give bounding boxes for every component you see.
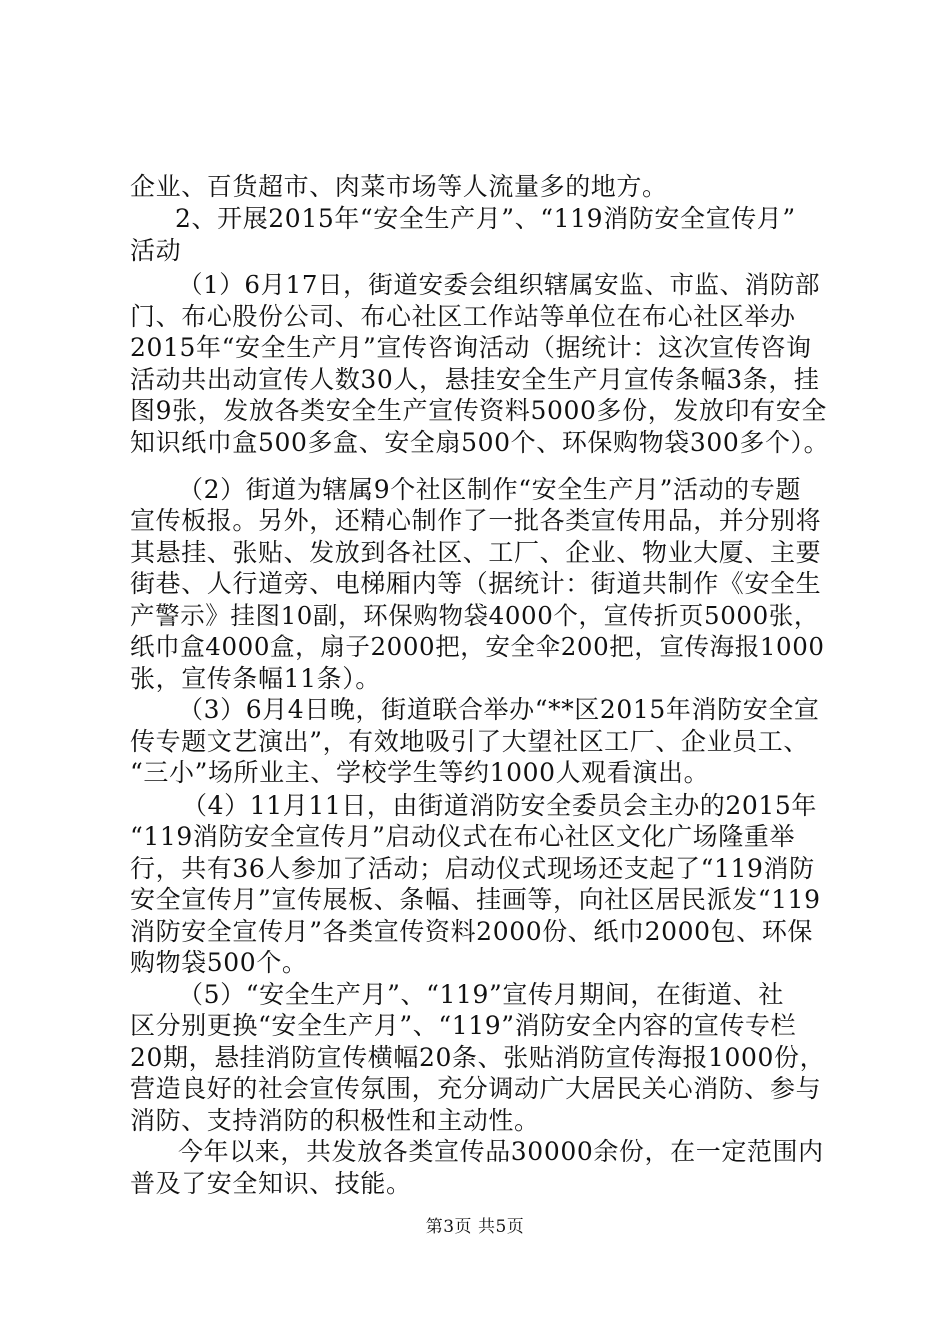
section-heading: 2、开展2015年“安全生产月”、“119消防安全宣传月” <box>175 204 796 233</box>
text-line: 活动共出动宣传人数30人，悬挂安全生产月宣传条幅3条，挂 <box>130 365 820 394</box>
text-line: 图9张，发放各类安全生产宣传资料5000多份，发放印有安全 <box>130 396 827 425</box>
text-line: 产警示》挂图10副，环保购物袋4000个，宣传折页5000张， <box>130 601 819 630</box>
text-line: 街巷、人行道旁、电梯厢内等（据统计：街道共制作《安全生 <box>130 569 822 598</box>
text-line: （1）6月17日，街道安委会组织辖属安监、市监、消防部 <box>178 270 821 299</box>
page-number-footer: 第3页 共5页 <box>425 1217 525 1237</box>
text-line: 其悬挂、张贴、发放到各社区、工厂、企业、物业大厦、主要 <box>130 538 822 567</box>
text-line: （2）街道为辖属9个社区制作“安全生产月”活动的专题 <box>178 475 801 504</box>
text-line: （4）11月11日，由街道消防安全委员会主办的2015年 <box>182 791 817 820</box>
text-line: 张，宣传条幅11条）。 <box>130 664 381 693</box>
text-line: 宣传板报。另外，还精心制作了一批各类宣传用品，并分别将 <box>130 506 822 535</box>
text-line: 安全宣传月”宣传展板、条幅、挂画等，向社区居民派发“119 <box>130 885 821 914</box>
text-line: 消防、支持消防的积极性和主动性。 <box>130 1106 540 1135</box>
text-line: 20期，悬挂消防宣传横幅20条、张贴消防宣传海报1000份， <box>130 1043 826 1072</box>
text-line: 购物袋500个。 <box>130 948 308 977</box>
text-line: 纸巾盒4000盒，扇子2000把，安全伞200把，宣传海报1000 <box>130 632 825 661</box>
text-line: 门、布心股份公司、布心社区工作站等单位在布心社区举办 <box>130 302 796 331</box>
text-line: “119消防安全宣传月”启动仪式在布心社区文化广场隆重举 <box>130 822 796 851</box>
text-line: “三小”场所业主、学校学生等约1000人观看演出。 <box>130 758 710 787</box>
text-line: 2015年“安全生产月”宣传咨询活动（据统计：这次宣传咨询 <box>130 333 812 362</box>
text-line: （5）“安全生产月”、“119”宣传月期间，在街道、社 <box>178 980 784 1009</box>
section-heading-cont: 活动 <box>130 236 182 265</box>
text-line: 企业、百货超市、肉菜市场等人流量多的地方。 <box>130 172 668 201</box>
text-line: 行，共有36人参加了活动；启动仪式现场还支起了“119消防 <box>130 854 815 883</box>
text-line: 营造良好的社会宣传氛围，充分调动广大居民关心消防、参与 <box>130 1074 822 1103</box>
text-line: 消防安全宣传月”各类宣传资料2000份、纸巾2000包、环保 <box>130 917 814 946</box>
text-line: 普及了安全知识、技能。 <box>130 1169 412 1198</box>
text-line: 传专题文艺演出”，有效地吸引了大望社区工厂、企业员工、 <box>130 727 809 756</box>
text-line: 知识纸巾盒500多盒、安全扇500个、环保购物袋300多个）。 <box>130 428 830 457</box>
text-line: 区分别更换“安全生产月”、“119”消防安全内容的宣传专栏 <box>130 1011 797 1040</box>
text-line: （3）6月4日晚，街道联合举办“**区2015年消防安全宣 <box>178 695 820 724</box>
text-line: 今年以来，共发放各类宣传品30000余份，在一定范围内 <box>178 1137 824 1166</box>
